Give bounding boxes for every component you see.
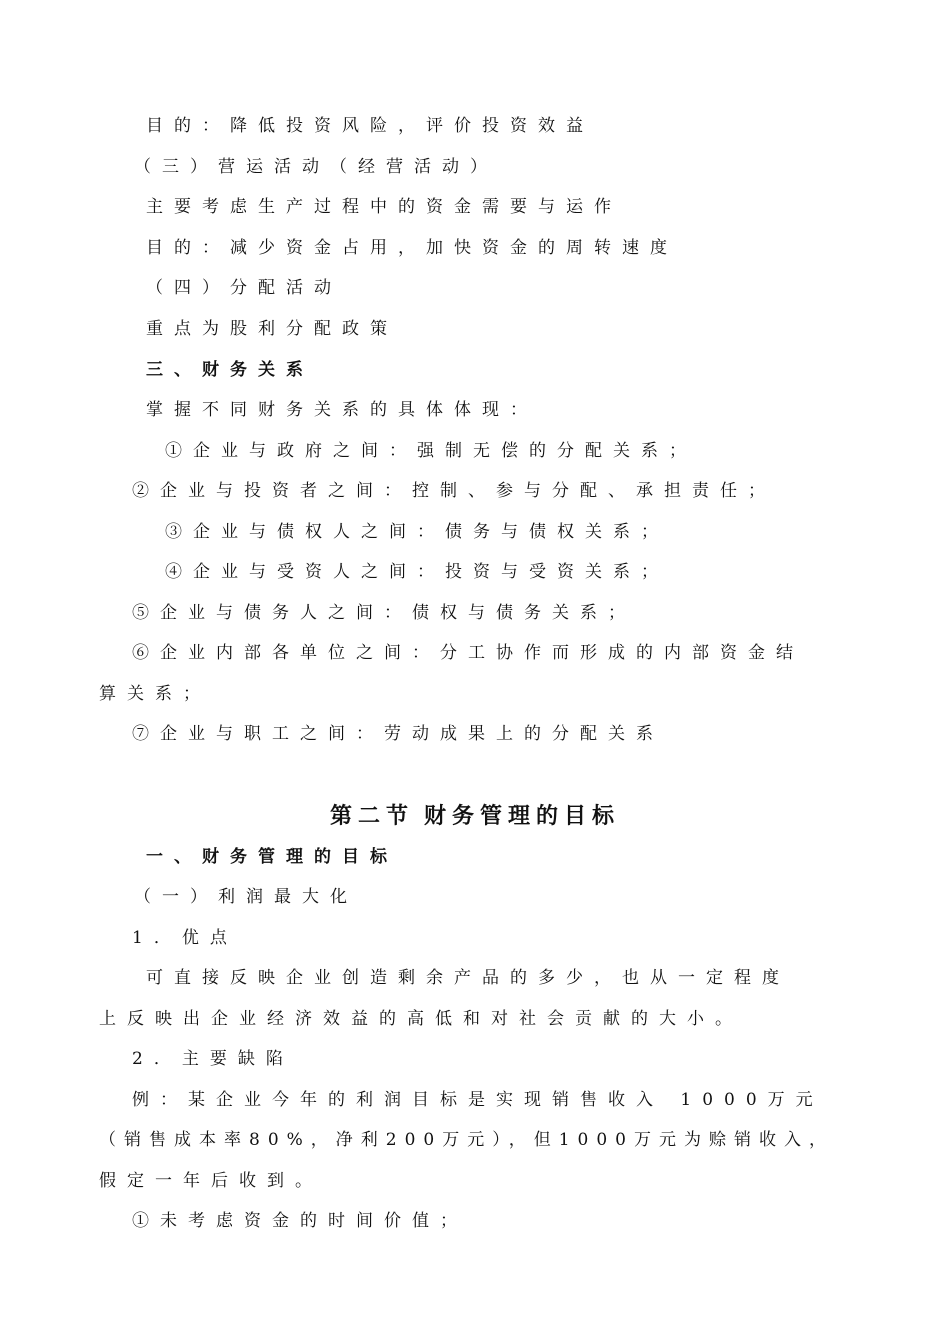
text-line: 上反映出企业经济效益的高低和对社会贡献的大小。 [99,1009,743,1029]
text-line: 目的：降低投资风险，评价投资效益 [146,116,594,136]
text-line: （四）分配活动 [146,278,342,298]
text-line: （三）营运活动（经营活动） [134,157,498,177]
section-title [0,802,950,830]
text-line: 掌握不同财务关系的具体体现： [146,400,538,420]
text-line: 可直接反映企业创造剩余产品的多少，也从一定程度 [146,968,790,988]
text-line: 目的：减少资金占用，加快资金的周转速度 [146,238,678,258]
list-item: ①未考虑资金的时间价值； [132,1211,468,1231]
section-name: 财务管理的目标 [424,803,621,829]
text-line: 2．主要缺陷 [132,1049,294,1069]
list-item: ①企业与政府之间：强制无偿的分配关系； [165,441,697,461]
text-line: 1．优点 [132,928,238,948]
list-item: ⑦企业与职工之间：劳动成果上的分配关系 [132,724,664,744]
text-line: 重点为股利分配政策 [146,319,398,339]
text-line: 例：某企业今年的利润目标是实现销售收入 1000万元 [132,1090,824,1110]
text-line: （一）利润最大化 [134,887,358,907]
section-number: 第二节 [329,803,414,829]
text-line: 算关系； [99,684,211,704]
list-item: ③企业与债权人之间：债务与债权关系； [165,522,669,542]
list-item: ④企业与受资人之间：投资与受资关系； [165,562,669,582]
section-heading: 一、财务管理的目标 [146,847,398,867]
list-item: ⑥企业内部各单位之间：分工协作而形成的内部资金结 [132,643,804,663]
text-line: 主要考虑生产过程中的资金需要与运作 [146,197,622,217]
list-item: ②企业与投资者之间：控制、参与分配、承担责任； [132,481,776,501]
section-heading: 三、财务关系 [146,360,314,380]
text-line: （销售成本率80%，净利200万元），但1000万元为赊销收入， [99,1130,834,1150]
list-item: ⑤企业与债务人之间：债权与债务关系； [132,603,636,623]
text-line: 假定一年后收到。 [99,1171,323,1191]
